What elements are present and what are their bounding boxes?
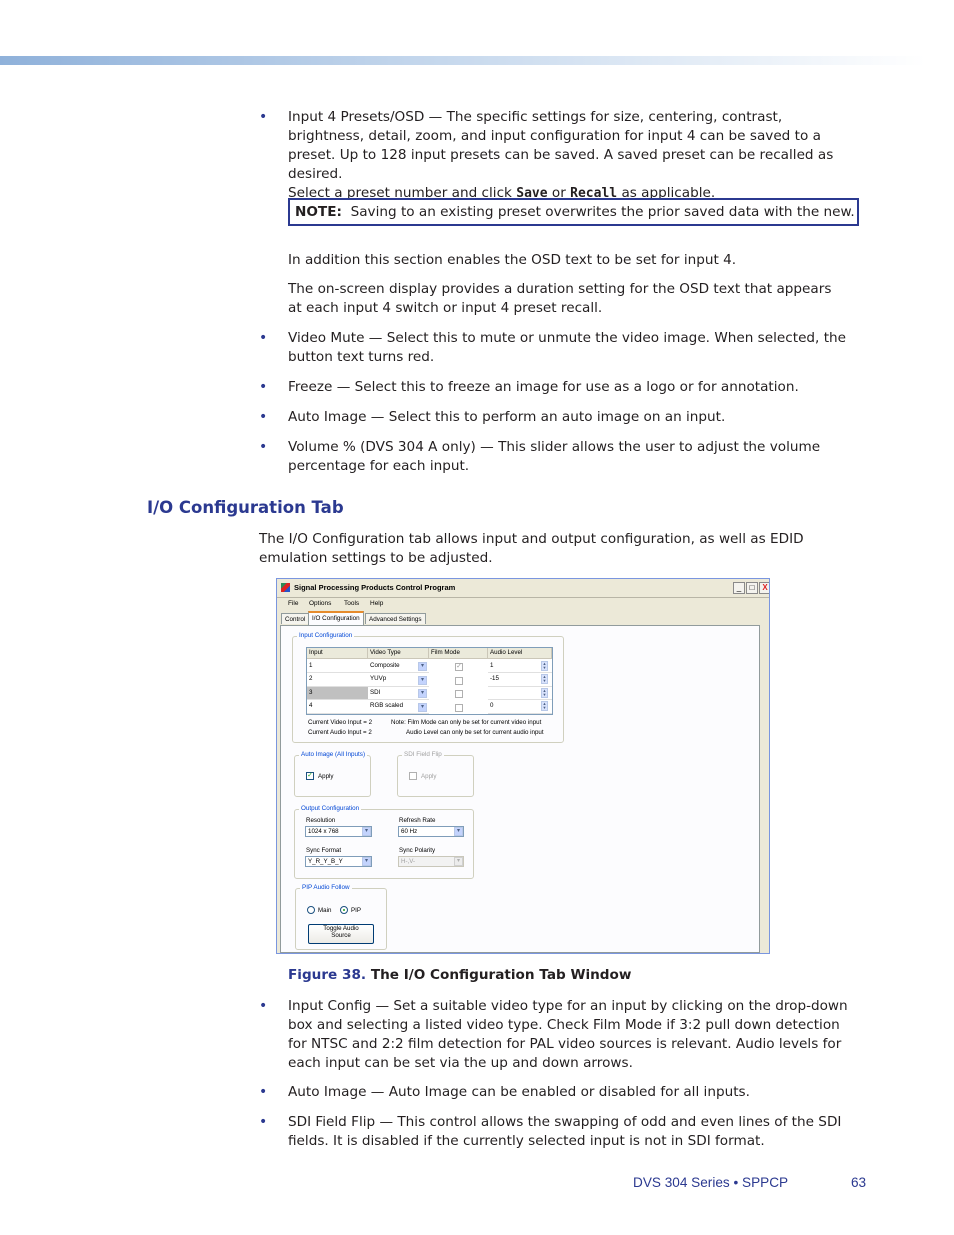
note-text: Saving to an existing preset overwrites the prior saved data with the new.: [350, 204, 855, 220]
pip-radio[interactable]: [340, 906, 348, 914]
recall-keyword: Recall: [570, 186, 618, 201]
resolution-select[interactable]: 1024 x 768 ▾: [305, 826, 372, 837]
column-header-audio-level: Audio Level: [488, 648, 552, 659]
pip-audio-follow-group: PIP Audio Follow Main PIP Toggle Audio Source: [295, 888, 387, 950]
group-title: Input Configuration: [299, 632, 353, 639]
main-radio[interactable]: [307, 906, 315, 914]
chevron-down-icon[interactable]: ▾: [418, 662, 427, 671]
sync-polarity-label: Sync Polarity: [399, 847, 436, 854]
toggle-audio-source-button[interactable]: Toggle Audio Source: [308, 924, 374, 944]
output-configuration-group: Output Configuration Resolution 1024 x 768 ▾ Refresh Rate 60 Hz ▾ Sync Format Y_R_Y_B_Y ▾ Sync Polarity H-,V- ▾: [294, 809, 474, 879]
cell-input-selected: 3: [307, 687, 368, 700]
header-gradient-bar: [0, 56, 926, 65]
film-mode-checkbox[interactable]: [455, 704, 463, 712]
tab-io-configuration[interactable]: I/O Configuration: [308, 611, 364, 625]
bullet-term: Input 4 Presets/OSD: [288, 109, 425, 125]
minimize-button[interactable]: _: [733, 582, 745, 594]
film-mode-note: Note: Film Mode can only be set for current video input: [391, 719, 542, 726]
figure-number: Figure 38.: [288, 967, 367, 983]
tab-control[interactable]: Control: [281, 613, 309, 624]
chevron-down-icon[interactable]: ▾: [418, 703, 427, 712]
menu-help[interactable]: Help: [370, 600, 384, 607]
current-video-input: Current Video Input = 2: [308, 719, 373, 726]
app-window-screenshot: [276, 578, 770, 954]
close-button[interactable]: X: [759, 582, 770, 594]
auto-image-apply-checkbox[interactable]: ✓: [307, 772, 313, 779]
chevron-down-icon[interactable]: ▾: [418, 676, 427, 685]
cell-video-type[interactable]: YUVp: [368, 673, 429, 686]
column-header-input: Input: [307, 648, 368, 659]
audio-level-spinner[interactable]: ▲ ▼: [542, 687, 547, 697]
auto-image-apply-label: Apply: [318, 773, 334, 780]
sdi-flip-apply-checkbox[interactable]: [409, 772, 417, 780]
paragraph-osd-duration: The on-screen display provides a duration setting for the OSD text that appears at each input 4 switch or input 4 preset recall.: [288, 281, 832, 316]
note-label: NOTE:: [295, 204, 342, 220]
section-intro: The I/O Configuration tab allows input and output configuration, as well as EDID emulation settings to be adjusted.: [259, 531, 804, 566]
film-mode-checkbox[interactable]: [455, 690, 463, 698]
chevron-down-icon: ▾: [362, 827, 371, 836]
maximize-button[interactable]: □: [746, 582, 758, 594]
chevron-down-icon: ▾: [454, 857, 463, 866]
page-number: 63: [851, 1175, 867, 1190]
sync-format-label: Sync Format: [306, 847, 342, 854]
input-config-grid: [306, 647, 553, 715]
input-configuration-group: [292, 632, 564, 743]
sync-polarity-select[interactable]: H-,V- ▾: [398, 856, 464, 867]
main-radio-label: Main: [318, 907, 332, 914]
refresh-rate-select[interactable]: 60 Hz ▾: [398, 826, 464, 837]
cell-audio-level[interactable]: 0: [488, 700, 552, 713]
cell-video-type[interactable]: RGB scaled: [368, 700, 429, 713]
bullet-text: The specific settings for size, centering, contrast, brightness, detail, zoom, and input configuration for input 4 can be saved to a preset. Up to 128 input presets can be saved. A saved preset can be recalled as desired.: [288, 109, 834, 182]
pip-radio-label: PIP: [351, 907, 361, 914]
auto-image-group: Auto Image (All Inputs) ✓ Apply: [294, 755, 371, 797]
column-header-video-type: Video Type: [368, 648, 429, 659]
vertical-scrollbar[interactable]: [760, 625, 768, 953]
cell-video-type[interactable]: SDI: [368, 687, 429, 700]
audio-level-spinner[interactable]: ▲ ▼: [542, 661, 547, 670]
sdi-field-flip-group: SDI Field Flip Apply: [397, 755, 474, 797]
cell-audio-level[interactable]: -15: [488, 673, 552, 686]
figure-caption: [288, 967, 631, 983]
refresh-rate-label: Refresh Rate: [399, 817, 436, 824]
chevron-down-icon[interactable]: ▾: [418, 689, 427, 698]
audio-level-note: Audio Level can only be set for current audio input: [406, 729, 544, 736]
film-mode-checkbox[interactable]: ✓: [456, 663, 462, 670]
current-audio-input: Current Audio Input = 2: [308, 729, 372, 736]
note-box: [288, 198, 859, 226]
tab-advanced-settings[interactable]: Advanced Settings: [365, 613, 426, 624]
menu-options[interactable]: Options: [309, 600, 332, 607]
chevron-down-icon: ▾: [362, 857, 371, 866]
audio-level-spinner[interactable]: ▲ ▼: [542, 674, 547, 684]
cell-audio-level[interactable]: 1: [488, 660, 552, 673]
column-header-film-mode: Film Mode: [429, 648, 488, 659]
section-heading: I/O Configuration Tab: [147, 498, 344, 517]
menu-tools[interactable]: Tools: [344, 600, 360, 607]
save-keyword: Save: [516, 186, 548, 201]
sync-format-select[interactable]: Y_R_Y_B_Y ▾: [305, 856, 372, 867]
cell-input: 4: [307, 700, 368, 713]
paragraph-osd: In addition this section enables the OSD text to be set for input 4.: [288, 252, 737, 268]
chevron-down-icon: ▾: [454, 827, 463, 836]
menu-bar: [277, 598, 769, 610]
resolution-label: Resolution: [306, 817, 336, 824]
tab-panel: [280, 625, 760, 953]
film-mode-checkbox[interactable]: [455, 677, 463, 685]
app-icon: [281, 583, 290, 592]
menu-file[interactable]: File: [288, 600, 299, 607]
audio-level-spinner[interactable]: ▲ ▼: [542, 701, 547, 711]
window-titlebar: [277, 579, 769, 598]
footer-series: DVS 304 Series • SPPCP: [633, 1175, 789, 1190]
bullet-dot: •: [259, 109, 268, 125]
window-title: Signal Processing Products Control Program: [294, 583, 456, 592]
cell-video-type[interactable]: Composite: [368, 660, 429, 673]
cell-input: 1: [307, 660, 368, 673]
figure-title: The I/O Configuration Tab Window: [370, 967, 632, 983]
cell-input: 2: [307, 673, 368, 686]
sdi-flip-apply-label: Apply: [421, 773, 437, 780]
